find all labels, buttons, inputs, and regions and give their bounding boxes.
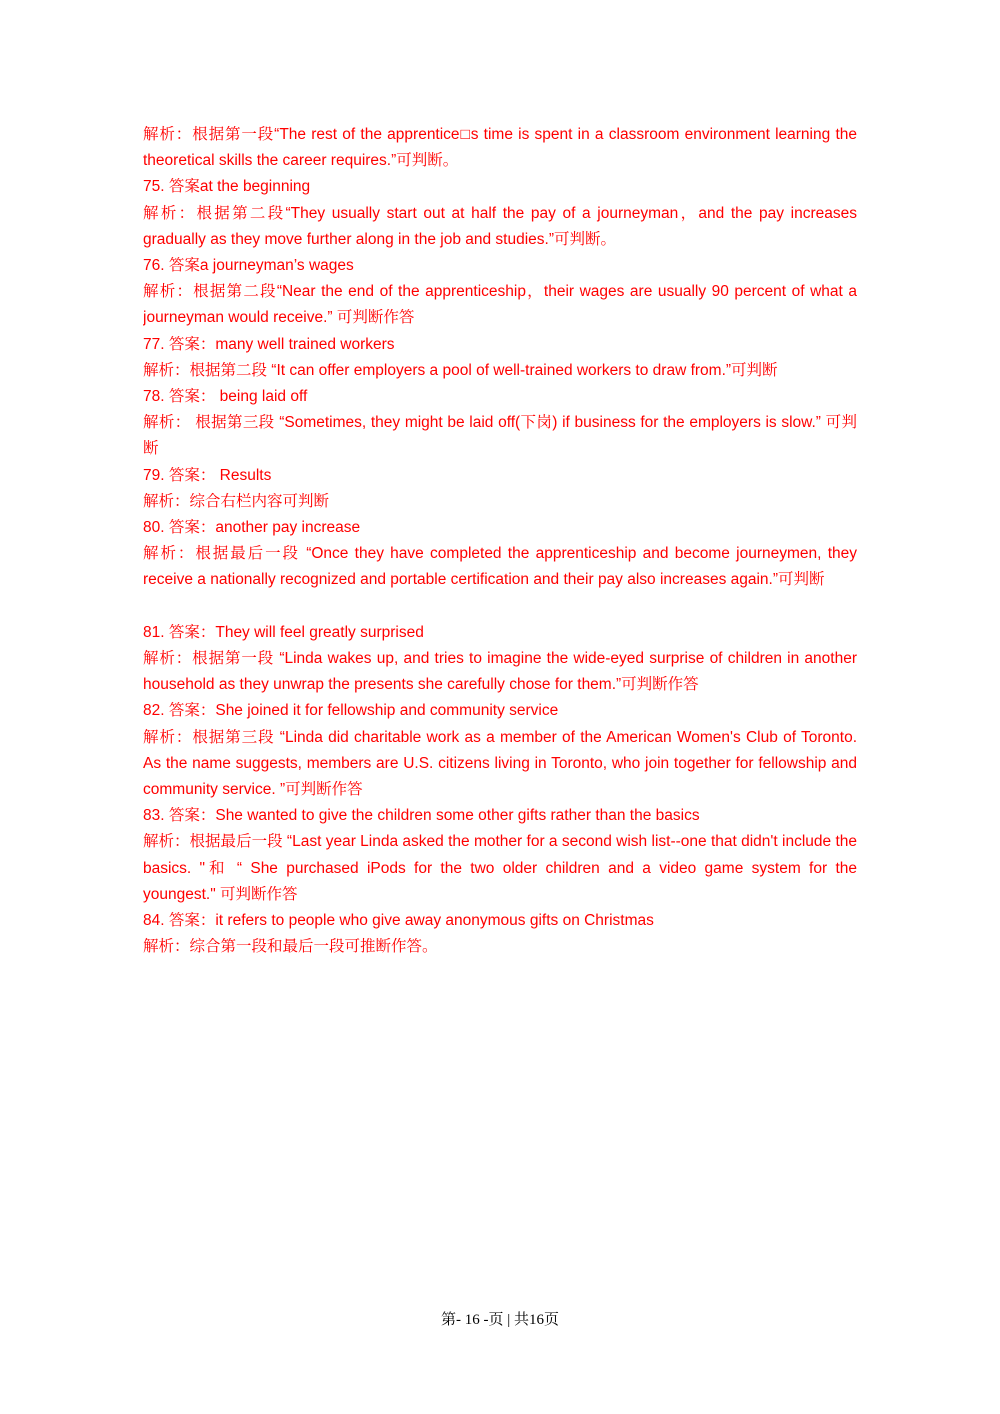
answer-81: 81. 答案：They will feel greatly surprised — [143, 623, 424, 641]
explanation-84: 解析：综合第一段和最后一段可推断作答。 — [143, 938, 438, 956]
answer-77: 77. 答案：many well trained workers — [143, 335, 395, 353]
answer-content — [143, 122, 857, 960]
answer-78: 78. 答案： being laid off — [143, 388, 308, 406]
explanation-78: 解析： 根据第三段 “Sometimes, they might be laid off(下岗) if business for the employers is slow.” 可判断 — [143, 414, 857, 458]
explanation-80: 解析：根据最后一段 “Once they have completed the apprenticeship and become journeymen, they receive a nationally recognized and portable certification and their pay also increases again.”可判断 — [143, 545, 857, 589]
explanation-83: 解析：根据最后一段 “Last year Linda asked the mother for a second wish list--one that didn't include the basics. "和 “ She purchased iPods for the two older children and a video game system for the youngest." 可判断作答 — [143, 833, 857, 903]
answer-79: 79. 答案： Results — [143, 466, 272, 484]
explanation-75: 解析：根据第二段“They usually start out at half the pay of a journeyman，and the pay increases gradually as they move further along in the job and studies.”可判断。 — [143, 204, 857, 248]
answer-83: 83. 答案：She wanted to give the children some other gifts rather than the basics — [143, 807, 700, 825]
answer-80: 80. 答案：another pay increase — [143, 519, 361, 537]
blank-line — [143, 594, 857, 620]
answer-84: 84. 答案：it refers to people who give away anonymous gifts on Christmas — [143, 912, 654, 930]
answer-75: 75. 答案at the beginning — [143, 178, 311, 196]
explanation-79: 解析：综合右栏内容可判断 — [143, 492, 330, 510]
explanation-81: 解析：根据第一段 “Linda wakes up, and tries to imagine the wide-eyed surprise of children in another household as they unwrap the presents she carefully chose for them.”可判断作答 — [143, 650, 857, 694]
page-footer: 第- 16 -页 | 共16页 — [441, 1312, 559, 1328]
explanation-76: 解析：根据第二段“Near the end of the apprenticeship，their wages are usually 90 percent of what a journeyman would receive.” 可判断作答 — [143, 283, 857, 327]
explanation-74: 解析：根据第一段“The rest of the apprentice□s time is spent in a classroom environment learning the theoretical skills the career requires.”可判断。 — [143, 126, 857, 170]
answer-76: 76. 答案a journeyman’s wages — [143, 257, 354, 275]
explanation-77: 解析：根据第二段 “It can offer employers a pool of well-trained workers to draw from.”可判断 — [143, 361, 778, 379]
answer-82: 82. 答案：She joined it for fellowship and community service — [143, 702, 559, 720]
explanation-82: 解析：根据第三段 “Linda did charitable work as a member of the American Women's Club of Toronto. As the name suggests, members are U.S. citizens living in Toronto, who join together for fellowship and community service. ”可判断作答 — [143, 728, 857, 799]
